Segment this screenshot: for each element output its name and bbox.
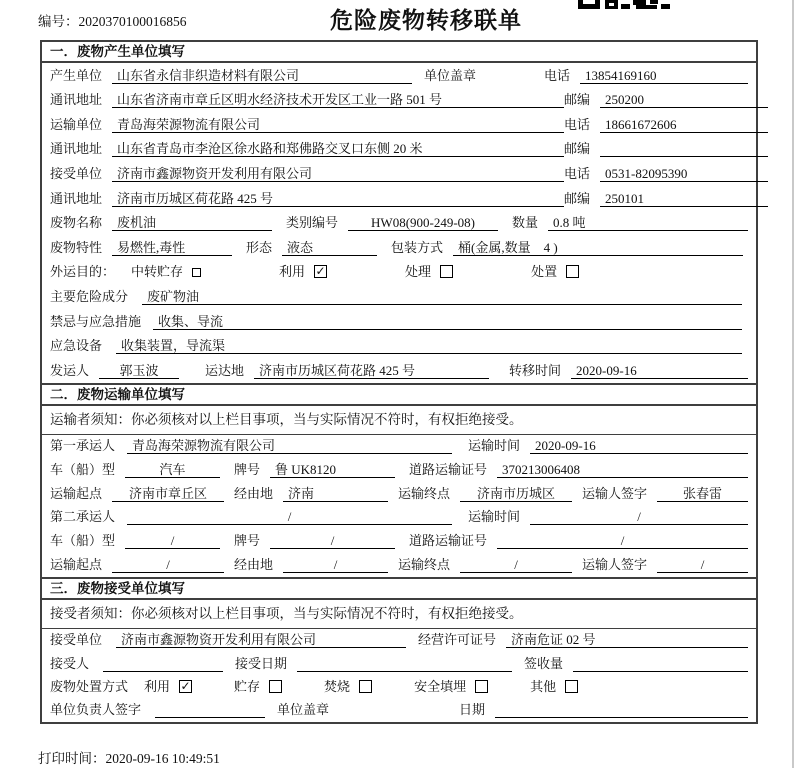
time2-value: / — [530, 508, 748, 525]
characteristics-label: 废物特性 — [50, 239, 103, 255]
row-carrier1 — [42, 435, 756, 459]
unit-seal-label: 单位盖章 — [424, 67, 477, 83]
checkbox-unchecked-icon — [359, 680, 372, 693]
checkbox-option-label: 处理 — [405, 264, 432, 280]
receiver-notice: 接受者须知：你必须核对以上栏目事项，当与实际情况不符时，有权拒绝接受。 — [42, 600, 756, 629]
waste-name-value: 废机油 — [112, 214, 272, 231]
address2-label: 通讯地址 — [50, 141, 103, 157]
row-receiving-unit — [42, 629, 756, 652]
plate2-label: 牌号 — [234, 533, 261, 549]
checkbox-option — [234, 676, 282, 695]
checkbox-unchecked-icon — [565, 680, 578, 693]
end2-value: / — [460, 556, 572, 573]
phone1-value: 13854169160 — [580, 67, 748, 84]
checkbox-option — [414, 676, 488, 695]
waste-name-label: 废物名称 — [50, 215, 103, 231]
section-receiver-header: 三．废物接受单位填写 — [42, 579, 756, 600]
row-producer — [42, 63, 756, 88]
section-producer-header: 一．废物产生单位填写 — [42, 42, 756, 63]
equipment-value: 收集装置，导流渠 — [116, 337, 742, 354]
manifest-table — [40, 40, 758, 724]
carrier1-value: 青岛海荣源物流有限公司 — [127, 437, 452, 454]
via1-value: 济南 — [283, 485, 388, 502]
phone2-value: 18661672606 — [600, 116, 768, 133]
received-qty-label: 签收量 — [524, 655, 564, 671]
zip2-value — [600, 140, 768, 157]
checkbox-unchecked-icon — [475, 680, 488, 693]
row-waste-name — [42, 211, 756, 236]
receive-date-value — [297, 655, 512, 672]
receiver-label: 接受单位 — [50, 165, 103, 181]
category-label: 类别编号 — [286, 215, 339, 231]
form-label: 形态 — [246, 239, 273, 255]
quantity-value: 0.8 吨 — [548, 214, 748, 231]
print-time-label: 打印时间： — [38, 751, 106, 766]
checkbox-option-label: 焚烧 — [324, 679, 351, 695]
transporter-value: 青岛海荣源物流有限公司 — [112, 116, 564, 133]
disposal-label: 废物处置方式 — [50, 679, 129, 695]
checkbox-unchecked-icon — [566, 265, 579, 278]
disposal-checkbox-group — [144, 676, 620, 695]
plate1-value: 鲁 UK8120 — [270, 461, 395, 478]
packaging-value: 桶(金属,数量 4 ) — [453, 239, 743, 256]
checkbox-unchecked-icon — [440, 265, 453, 278]
section-receiver — [42, 577, 756, 723]
zip1-label: 邮编 — [564, 92, 591, 108]
receive-date-label: 接受日期 — [235, 655, 288, 671]
measures-label: 禁忌与应急措施 — [50, 313, 142, 329]
packaging-label: 包装方式 — [391, 239, 444, 255]
vehicle2-label: 车（船）型 — [50, 533, 116, 549]
checkbox-option-label: 利用 — [144, 679, 171, 695]
consignor-value: 郭玉波 — [99, 362, 179, 379]
checkbox-option-label: 中转贮存 — [131, 264, 184, 280]
sign1-label: 运输人签字 — [582, 485, 648, 501]
checkbox-checked-icon: ✓ — [180, 679, 191, 694]
purpose-label: 外运目的： — [50, 264, 116, 280]
carrier2-label: 第二承运人 — [50, 509, 116, 525]
time2-label: 运输时间 — [468, 509, 521, 525]
license-label: 经营许可证号 — [418, 632, 497, 648]
producer-value: 山东省永信非织造材料有限公司 — [112, 67, 412, 84]
address1-value: 山东省济南市章丘区明水经济技术开发区工业一路 501 号 — [112, 91, 564, 108]
row-emergency-equipment — [42, 334, 756, 359]
consignor-label: 发运人 — [50, 362, 90, 378]
page-title: 危险废物转移联单 — [330, 8, 522, 33]
checkbox-option — [279, 261, 327, 280]
checkbox-option — [405, 261, 453, 280]
row-carrier2 — [42, 506, 756, 530]
vehicle2-value: / — [125, 532, 220, 549]
vehicle1-label: 车（船）型 — [50, 462, 116, 478]
hazard-value: 废矿物油 — [142, 288, 742, 305]
address2-value: 山东省青岛市李沧区徐水路和郑佛路交叉口东侧 20 米 — [112, 140, 564, 157]
checkbox-option-label: 利用 — [279, 264, 306, 280]
zip3-label: 邮编 — [564, 190, 591, 206]
checkbox-option-label: 贮存 — [234, 679, 261, 695]
end2-label: 运输终点 — [398, 556, 451, 572]
receiver-value: 济南市鑫源物资开发利用有限公司 — [112, 165, 564, 182]
date-value — [495, 701, 748, 718]
origin1-value: 济南市章丘区 — [112, 485, 224, 502]
destination-label: 运达地 — [205, 362, 245, 378]
responsible-value — [155, 701, 265, 718]
row-hazard — [42, 284, 756, 309]
end1-label: 运输终点 — [398, 485, 451, 501]
document-header — [0, 0, 796, 40]
address1-label: 通讯地址 — [50, 92, 103, 108]
sign2-value: / — [657, 556, 748, 573]
checkbox-option-label: 安全填埋 — [414, 679, 467, 695]
address3-value: 济南市历城区荷花路 425 号 — [112, 190, 564, 207]
license-value: 济南危证 02 号 — [506, 631, 748, 648]
vehicle1-value: 汽车 — [125, 461, 220, 478]
row-route2 — [42, 553, 756, 577]
sign1-value: 张春雷 — [657, 485, 748, 502]
received-qty-value — [573, 655, 748, 672]
via2-label: 经由地 — [234, 556, 274, 572]
permit2-label: 道路运输证号 — [409, 533, 488, 549]
row-consignor — [42, 358, 756, 383]
purpose-checkbox-group — [131, 261, 657, 280]
form-value: 液态 — [282, 239, 377, 256]
zip3-value: 250101 — [600, 190, 768, 207]
receiving-unit-value: 济南市鑫源物资开发利用有限公司 — [116, 631, 406, 648]
transporter-notice: 运输者须知：你必须核对以上栏目事项，当与实际情况不符时，有权拒绝接受。 — [42, 406, 756, 435]
print-time — [38, 747, 220, 767]
transfer-date-label: 转移时间 — [509, 362, 562, 378]
characteristics-value: 易燃性,毒性 — [112, 239, 232, 256]
measures-value: 收集、导流 — [153, 313, 742, 330]
plate2-value: / — [270, 532, 395, 549]
producer-label: 产生单位 — [50, 67, 103, 83]
row-transporter — [42, 112, 756, 137]
section-producer — [42, 42, 756, 383]
row-emergency-measures — [42, 309, 756, 334]
carrier1-label: 第一承运人 — [50, 438, 116, 454]
plate1-label: 牌号 — [234, 462, 261, 478]
checkbox-option — [144, 676, 192, 695]
row-recipient — [42, 652, 756, 675]
row-route1 — [42, 482, 756, 506]
via1-label: 经由地 — [234, 485, 274, 501]
checkbox-option — [324, 676, 372, 695]
row-vehicle2 — [42, 529, 756, 553]
checkbox-unchecked-icon — [269, 680, 282, 693]
permit1-label: 道路运输证号 — [409, 462, 488, 478]
row-disposal — [42, 676, 756, 699]
carrier2-value: / — [127, 508, 452, 525]
destination-value: 济南市历城区荷花路 425 号 — [254, 362, 489, 379]
row-transporter-address — [42, 137, 756, 162]
section-transporter-header: 二．废物运输单位填写 — [42, 385, 756, 406]
doc-number-value: 2020370100016856 — [78, 14, 187, 29]
doc-number-label: 编号： — [38, 14, 79, 29]
date-label: 日期 — [459, 702, 486, 718]
origin2-label: 运输起点 — [50, 556, 103, 572]
zip2-label: 邮编 — [564, 141, 591, 157]
phone1-label: 电话 — [543, 67, 570, 83]
end1-value: 济南市历城区 — [460, 485, 572, 502]
page-edge-divider — [792, 0, 794, 768]
responsible-label: 单位负责人签字 — [50, 702, 142, 718]
origin1-label: 运输起点 — [50, 485, 103, 501]
row-purpose — [42, 260, 756, 285]
phone3-label: 电话 — [564, 165, 591, 181]
recipient-label: 接受人 — [50, 655, 90, 671]
phone3-value: 0531-82095390 — [600, 165, 768, 182]
phone2-label: 电话 — [564, 116, 591, 132]
qr-code-icon — [578, 0, 670, 9]
checkbox-option — [530, 676, 578, 695]
receiver-seal-label: 单位盖章 — [277, 702, 330, 718]
permit1-value: 370213006408 — [497, 461, 748, 478]
via2-value: / — [283, 556, 388, 573]
doc-number — [38, 10, 187, 30]
checkbox-checked-icon: ✓ — [315, 264, 326, 279]
time1-value: 2020-09-16 — [530, 437, 748, 454]
transporter-label: 运输单位 — [50, 116, 103, 132]
zip1-value: 250200 — [600, 91, 768, 108]
row-vehicle1 — [42, 458, 756, 482]
print-time-value: 2020-09-16 10:49:51 — [105, 751, 220, 766]
recipient-value — [103, 655, 223, 672]
origin2-value: / — [112, 556, 224, 573]
checkbox-option-label: 其他 — [530, 679, 557, 695]
checkbox-option — [131, 261, 201, 280]
row-responsible — [42, 699, 756, 722]
row-receiver — [42, 161, 756, 186]
checkbox-unchecked-icon — [192, 268, 201, 277]
address3-label: 通讯地址 — [50, 190, 103, 206]
receiving-unit-label: 接受单位 — [50, 632, 103, 648]
sign2-label: 运输人签字 — [582, 556, 648, 572]
section-transporter — [42, 383, 756, 577]
checkbox-option — [531, 261, 579, 280]
hazard-label: 主要危险成分 — [50, 288, 129, 304]
quantity-label: 数量 — [512, 215, 539, 231]
equipment-label: 应急设备 — [50, 338, 103, 354]
category-value: HW08(900-249-08) — [348, 214, 498, 231]
time1-label: 运输时间 — [468, 438, 521, 454]
row-waste-characteristics — [42, 235, 756, 260]
row-producer-address — [42, 88, 756, 113]
row-receiver-address — [42, 186, 756, 211]
transfer-date-value: 2020-09-16 — [571, 362, 748, 379]
permit2-value: / — [497, 532, 748, 549]
checkbox-option-label: 处置 — [531, 264, 558, 280]
